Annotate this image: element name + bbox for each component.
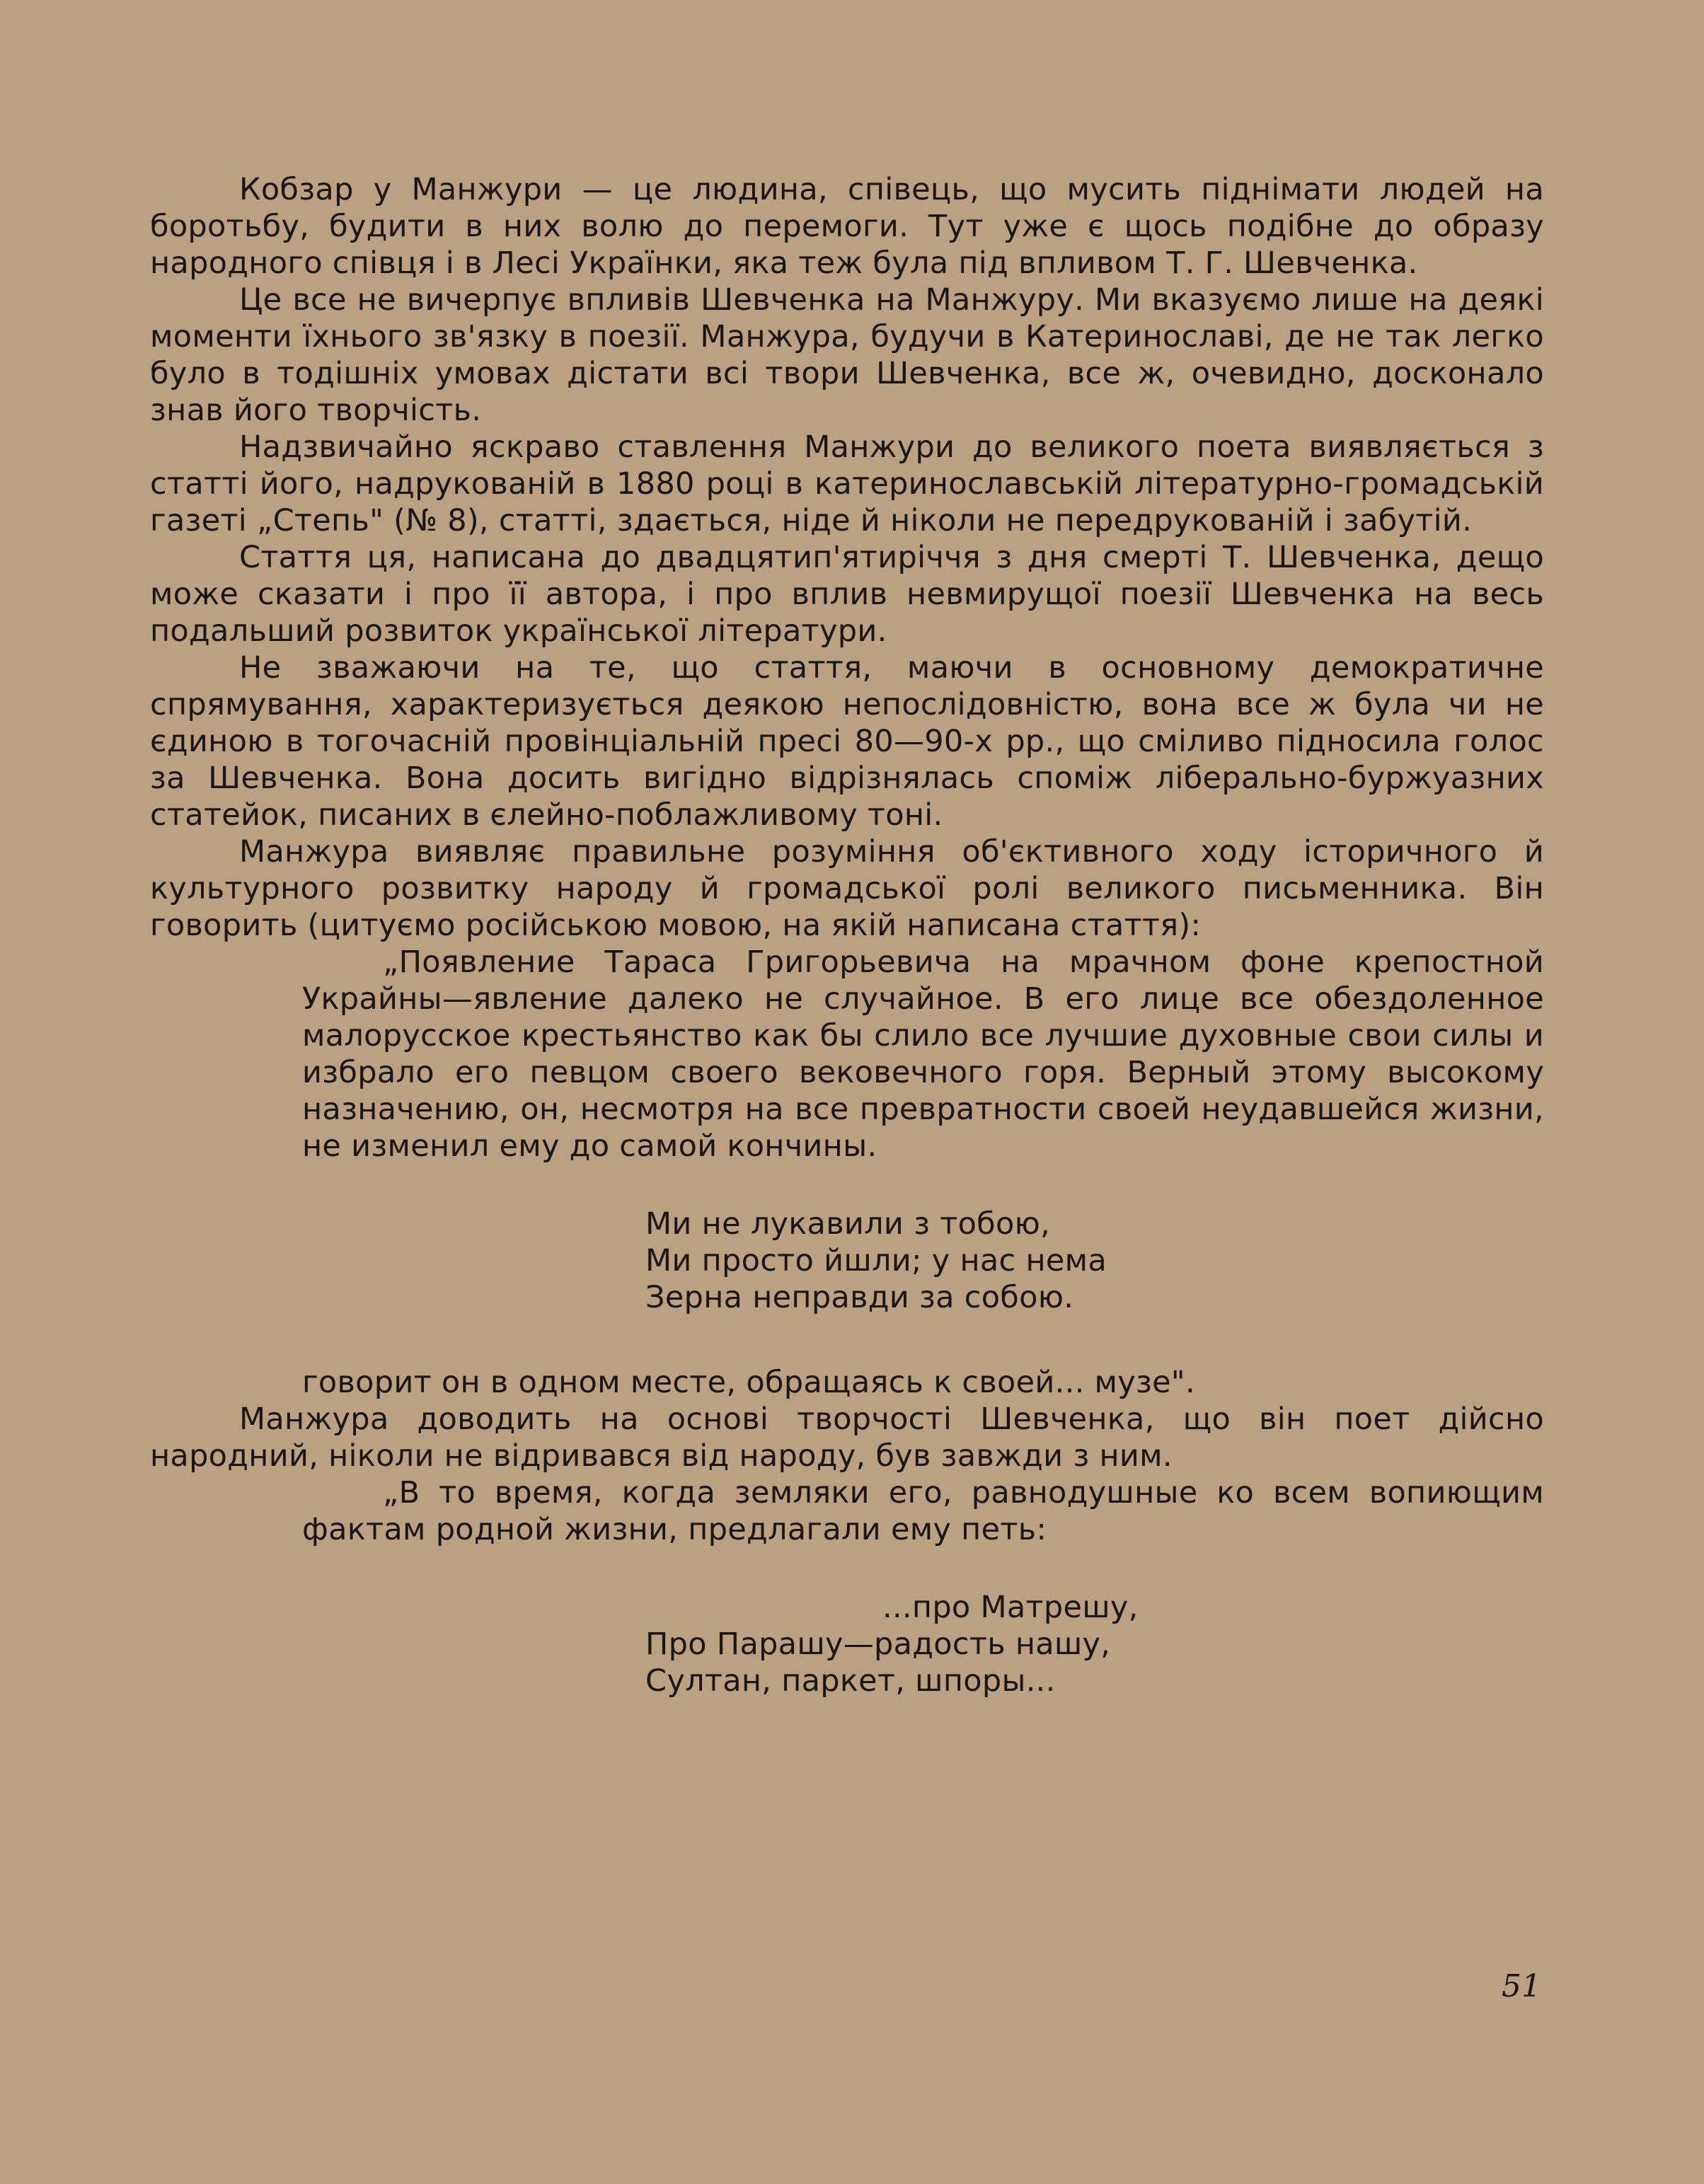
paragraph-1: Кобзар у Манжури — це людина, співець, що мусить піднімати людей на боротьбу, будити в них волю до перемоги. Тут уже є щось подібне до образу народного співця і в Лесі Українки, яка теж була під впливом Т. Г. Шевченка. (150, 172, 1544, 281)
verse-line: ...про Матрешу, (882, 1590, 1139, 1625)
page-body (150, 171, 1544, 2152)
paragraph-2: Це все не вичерпує впливів Шевченка на Манжуру. Ми вказуємо лише на деякі моменти їхнього зв'язку в поезії. Манжура, будучи в Катеринославі, де не так легко було в тодішніх умовах дістати всі твори Шевченка, все ж, очевидно, досконало знав його творчість. (150, 282, 1544, 428)
verse-line: Султан, паркет, шпоры... (645, 1663, 1056, 1699)
verse-block-1 (645, 1206, 1544, 1316)
verse-line: Ми не лукавили з тобою, (645, 1206, 1051, 1242)
paragraph-6: Манжура виявляє правильне розуміння об'єктивного ходу історичного й культурного розвитку народу й громадської ролі великого письменника. Він говорить (цитуємо російською мовою, на якій написана стаття): (150, 834, 1544, 943)
verse-block-2 (645, 1589, 1544, 1699)
verse-line: Зерна неправди за собою. (645, 1280, 1074, 1315)
paragraph-5: Не зважаючи на те, що стаття, маючи в основному демократичне спрямування, характеризується деякою непослідовністю, вона все ж була чи не єдиною в тогочасній провінціальній пресі 80—90-х рр., що сміливо підносила голос за Шевченка. Вона досить вигідно відрізнялась споміж ліберально-буржуазних статейок, писаних в єлейно-поблажливому тоні. (150, 650, 1544, 833)
verse-line: Про Парашу—радость нашу, (645, 1627, 1111, 1662)
paragraph-4: Стаття ця, написана до двадцятип'ятиріччя з дня смерті Т. Шевченка, дещо може сказати і про її автора, і про вплив невмирущої поезії Шевченка на весь подальший розвиток української літератури. (150, 540, 1544, 649)
page-number: 51 (1502, 1968, 1541, 2004)
verse-line: Ми просто йшли; у нас нема (645, 1243, 1107, 1278)
russian-quote-2: „В то время, когда земляки его, равнодушные ко всем вопиющим фактам родной жизни, предлагали ему петь: (302, 1475, 1544, 1547)
russian-quote-1: „Появление Тараса Григорьевича на мрачном фоне крепостной Украйны—явление далеко не случайное. В его лице все обездоленное малорусское крестьянство как бы слило все лучшие духовные свои силы и избрало его певцом своего вековечного горя. Верный этому высокому назначению, он, несмотря на все превратности своей неудавшейся жизни, не изменил ему до самой кончины. (302, 944, 1544, 1164)
paragraph-7: Манжура доводить на основі творчості Шевченка, що він поет дійсно народний, ніколи не відривався від народу, був завжди з ним. (150, 1402, 1544, 1474)
paragraph-3: Надзвичайно яскраво ставлення Манжури до великого поета виявляється з статті його, надрукованій в 1880 році в катеринославській літературно-громадській газеті „Степь" (№ 8), статті, здається, ніде й ніколи не передрукованій і забутій. (150, 429, 1544, 538)
quote-continuation: говорит он в одном месте, обращаясь к своей... музе". (302, 1365, 1195, 1400)
